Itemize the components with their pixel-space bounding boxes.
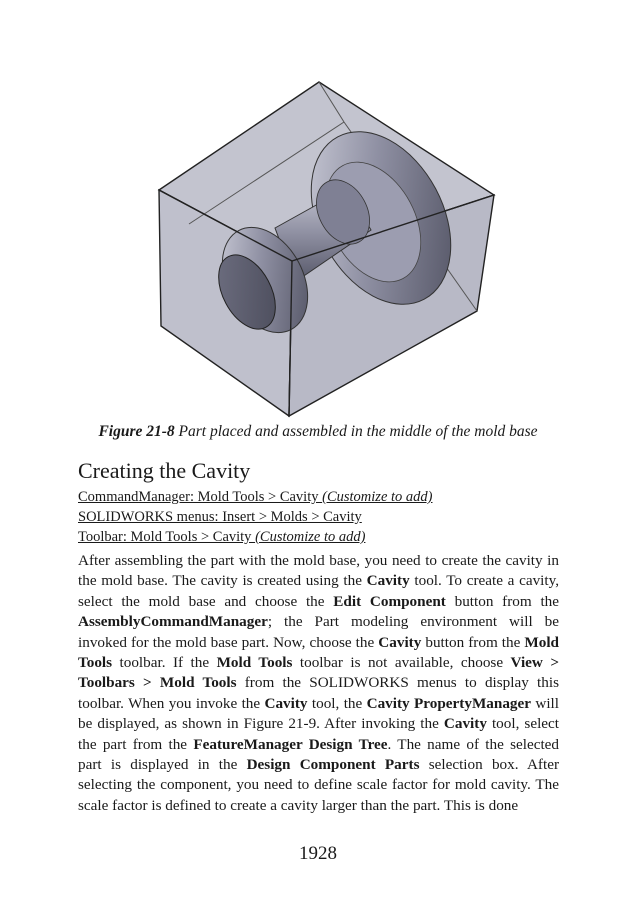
body-bold-term: AssemblyCommandManager bbox=[78, 613, 268, 631]
body-segment: . The name of the selected part is displayed in the bbox=[78, 735, 559, 774]
figure-label: Figure 21-8 bbox=[98, 423, 175, 440]
section-title: Creating the Cavity bbox=[78, 458, 251, 483]
body-segment: from the SOLIDWORKS menus to display this toolbar. When you invoke the bbox=[78, 674, 559, 712]
command-path-menus bbox=[78, 507, 432, 527]
body-segment: ; the Part modeling environment will be invoked for the mold base part. Now, choose the bbox=[78, 613, 559, 651]
body-bold-term: Cavity bbox=[378, 633, 422, 651]
body-bold-term: Cavity bbox=[443, 715, 487, 733]
body-bold-term: Design Component Parts bbox=[246, 756, 420, 774]
body-bold-term: View > Toolbars > Mold Tools bbox=[78, 654, 559, 692]
path-text: SOLIDWORKS menus: Insert > Molds > Cavity bbox=[78, 509, 362, 525]
body-bold-term: FeatureManager Design Tree bbox=[193, 735, 388, 753]
body-segment: button from the bbox=[445, 592, 559, 610]
figure-mold-base-illustration bbox=[135, 60, 515, 424]
path-text: Toolbar: Mold Tools > Cavity bbox=[78, 529, 256, 545]
body-segment: After assembling the part with the mold base, you need to create the cavity in the mold base. The cavity is created using the bbox=[78, 552, 559, 590]
body-segment: selection box. After selecting the component, you need to define scale factor for mold cavity. The scale factor is defined to create a cavity larger than the part. This is done bbox=[78, 756, 559, 814]
body-bold-term: Cavity bbox=[264, 694, 308, 712]
command-paths bbox=[78, 487, 432, 547]
body-segment: will be displayed, as shown in Figure 21-9. After invoking the bbox=[78, 694, 559, 733]
body-paragraph bbox=[78, 551, 559, 816]
figure-caption-text: Part placed and assembled in the middle of the mold base bbox=[178, 423, 538, 440]
body-bold-term: Mold Tools bbox=[216, 654, 293, 672]
body-bold-term: Mold Tools bbox=[78, 633, 560, 672]
path-note: (Customize to add) bbox=[322, 489, 433, 505]
body-segment: toolbar. If the bbox=[112, 654, 217, 672]
body-bold-term: Cavity PropertyManager bbox=[366, 694, 531, 712]
path-text: CommandManager: Mold Tools > Cavity bbox=[78, 489, 323, 505]
body-segment: tool, select the part from the bbox=[78, 715, 559, 753]
command-path-commandmanager bbox=[78, 487, 432, 507]
body-segment: tool. To create a cavity, select the mold base and choose the bbox=[78, 572, 560, 610]
body-segment: tool, the bbox=[307, 694, 367, 712]
body-bold-term: Cavity bbox=[366, 572, 410, 590]
body-segment: toolbar is not available, choose bbox=[292, 654, 511, 672]
page-number: 1928 bbox=[299, 843, 337, 864]
figure-caption bbox=[0, 423, 636, 441]
mold-base-drawing bbox=[135, 60, 515, 424]
command-path-toolbar bbox=[78, 527, 432, 547]
body-segment: button from the bbox=[421, 633, 525, 651]
body-bold-term: Edit Component bbox=[333, 592, 446, 610]
path-note: (Customize to add) bbox=[255, 529, 366, 545]
